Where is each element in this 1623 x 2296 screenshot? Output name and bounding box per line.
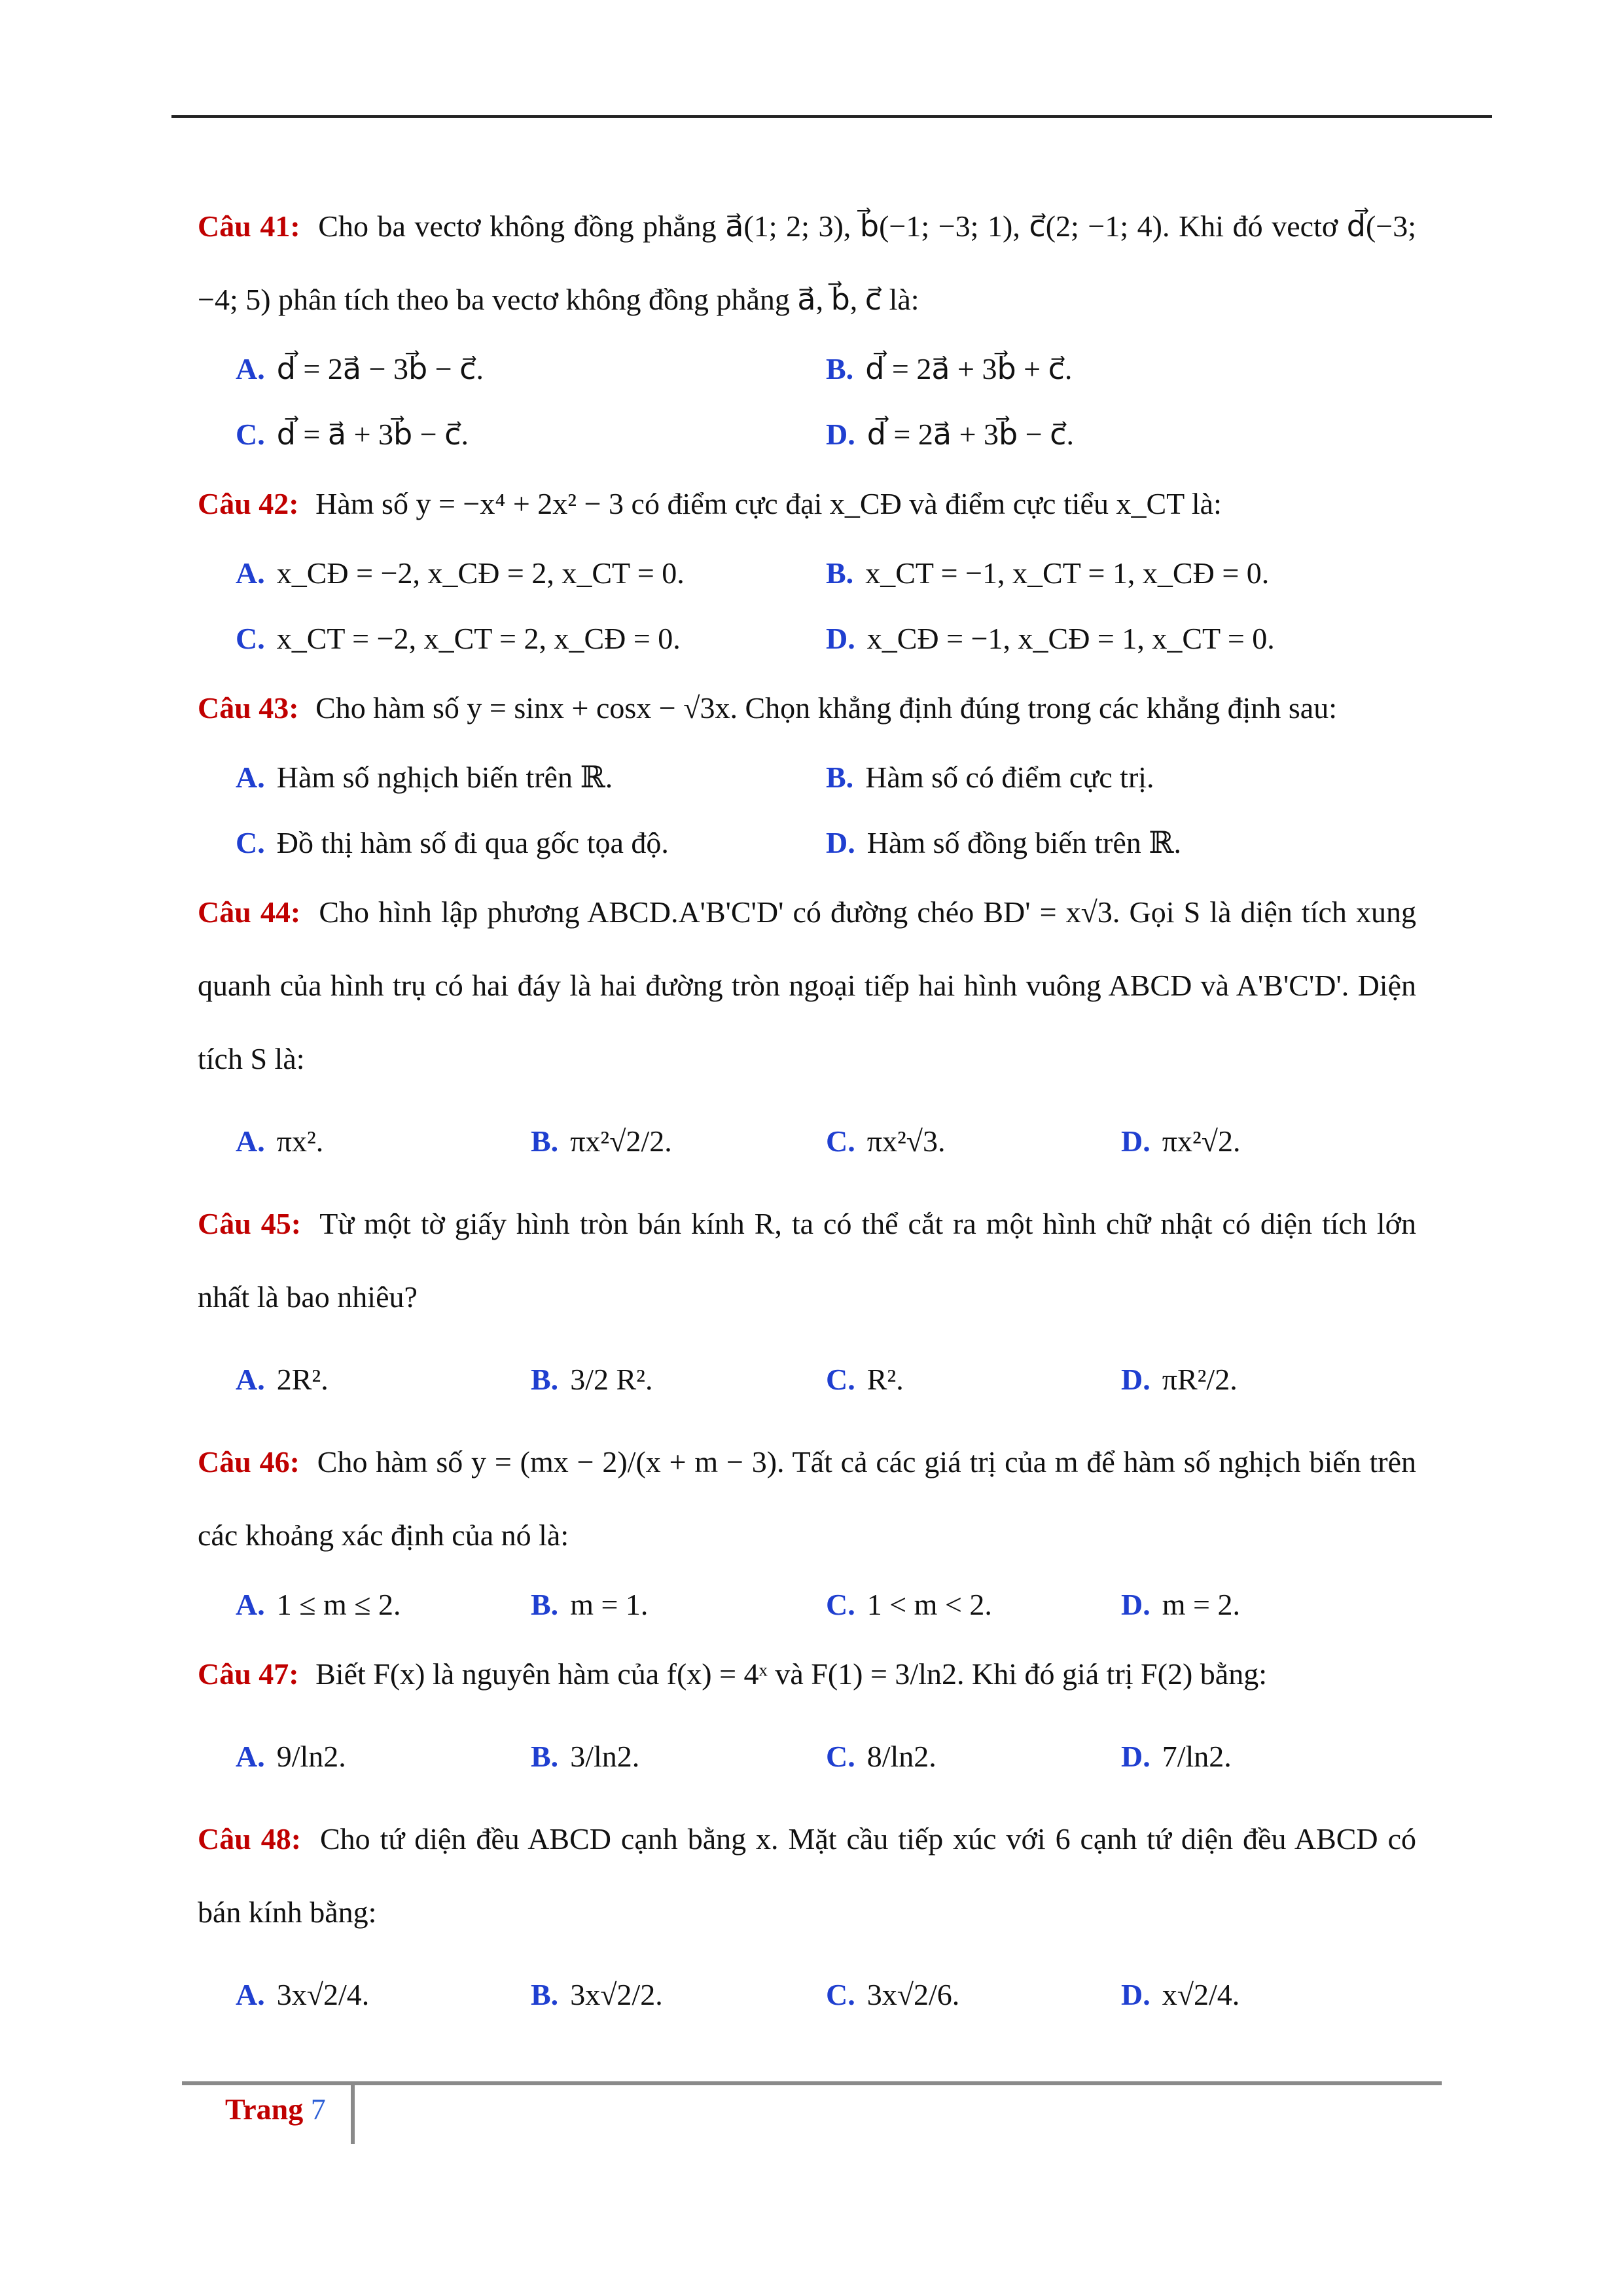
option-d[interactable]: D. Hàm số đồng biến trên ℝ.	[826, 826, 1181, 859]
option-b[interactable]: B. Hàm số có điểm cực trị.	[826, 761, 1154, 794]
option-a[interactable]: A. 1 ≤ m ≤ 2.	[236, 1588, 401, 1621]
option-a[interactable]: A. 2R².	[236, 1363, 329, 1396]
option-b[interactable]: B. 3/2 R².	[531, 1363, 653, 1396]
option-d[interactable]: D. πx²√2.	[1121, 1124, 1241, 1158]
question-number: Câu 43:	[198, 691, 299, 725]
question-text: Cho hình lập phương ABCD.A'B'C'D' có đường chéo BD' = x√3. Gọi S là diện tích xung quanh của hình trụ có hai đáy là hai đường tròn ngoại tiếp hai hình vuông ABCD và A'B'C'D'. Diện tích S là:	[198, 895, 1417, 1075]
option-c[interactable]: C. d⃗ = a⃗ + 3b⃗ − c⃗.	[236, 418, 469, 451]
question-text: Từ một tờ giấy hình tròn bán kính R, ta có thể cắt ra một hình chữ nhật có diện tích lớn nhất là bao nhiêu?	[198, 1207, 1417, 1314]
option-b[interactable]: B. d⃗ = 2a⃗ + 3b⃗ + c⃗.	[826, 352, 1073, 386]
option-b[interactable]: B. 3/ln2.	[531, 1740, 640, 1773]
question-43	[198, 672, 1416, 876]
option-a[interactable]: A. 3x√2/4.	[236, 1978, 370, 2011]
option-d[interactable]: D. πR²/2.	[1121, 1363, 1238, 1396]
question-number: Câu 41:	[198, 209, 300, 243]
option-b[interactable]: B. 3x√2/2.	[531, 1978, 663, 2011]
option-d[interactable]: D. x√2/4.	[1121, 1978, 1240, 2011]
option-c[interactable]: C. 1 < m < 2.	[826, 1588, 992, 1621]
option-c[interactable]: C. 8/ln2.	[826, 1740, 936, 1773]
option-b[interactable]: B. x_CT = −1, x_CT = 1, x_CĐ = 0.	[826, 556, 1270, 590]
option-c[interactable]: C. Đồ thị hàm số đi qua gốc tọa độ.	[236, 826, 669, 859]
question-number: Câu 46:	[198, 1445, 300, 1479]
question-text: Cho hàm số y = (mx − 2)/(x + m − 3). Tất cả các giá trị của m để hàm số nghịch biến trên các khoảng xác định của nó là:	[198, 1445, 1416, 1552]
option-d[interactable]: D. d⃗ = 2a⃗ + 3b⃗ − c⃗.	[826, 418, 1074, 451]
question-number: Câu 44:	[198, 895, 301, 929]
option-b[interactable]: B. m = 1.	[531, 1588, 649, 1621]
option-a[interactable]: A. x_CĐ = −2, x_CĐ = 2, x_CT = 0.	[236, 556, 685, 590]
option-b[interactable]: B. πx²√2/2.	[531, 1124, 672, 1158]
option-d[interactable]: D. m = 2.	[1121, 1588, 1240, 1621]
question-number: Câu 45:	[198, 1207, 302, 1240]
option-a[interactable]: A. Hàm số nghịch biến trên ℝ.	[236, 761, 613, 794]
option-a[interactable]: A. πx².	[236, 1124, 324, 1158]
page-label: Trang	[225, 2092, 304, 2126]
option-c[interactable]: C. 3x√2/6.	[826, 1978, 960, 2011]
option-c[interactable]: C. x_CT = −2, x_CT = 2, x_CĐ = 0.	[236, 622, 681, 655]
question-list	[198, 190, 1416, 2041]
question-48	[198, 1803, 1416, 2041]
option-a[interactable]: A. 9/ln2.	[236, 1740, 346, 1773]
question-46	[198, 1426, 1416, 1638]
footer-rule	[182, 2081, 1442, 2085]
question-41	[198, 190, 1416, 467]
question-45	[198, 1187, 1416, 1426]
question-text: Cho ba vectơ không đồng phẳng a⃗(1; 2; 3), b⃗(−1; −3; 1), c⃗(2; −1; 4). Khi đó vectơ d⃗(−3; −4; 5) phân tích theo ba vectơ không đồng phẳng a⃗, b⃗, c⃗ là:	[198, 209, 1417, 316]
option-d[interactable]: D. 7/ln2.	[1121, 1740, 1232, 1773]
question-text: Hàm số y = −x⁴ + 2x² − 3 có điểm cực đại x_CĐ và điểm cực tiểu x_CT là:	[315, 487, 1222, 520]
option-d[interactable]: D. x_CĐ = −1, x_CĐ = 1, x_CT = 0.	[826, 622, 1275, 655]
header-rule	[171, 115, 1492, 118]
page-number: 7	[310, 2092, 326, 2126]
option-c[interactable]: C. R².	[826, 1363, 904, 1396]
question-number: Câu 47:	[198, 1657, 299, 1691]
option-c[interactable]: C. πx²√3.	[826, 1124, 946, 1158]
question-number: Câu 48:	[198, 1822, 302, 1856]
option-a[interactable]: A. d⃗ = 2a⃗ − 3b⃗ − c⃗.	[236, 352, 484, 386]
question-text: Cho tứ diện đều ABCD cạnh bằng x. Mặt cầu tiếp xúc với 6 cạnh tứ diện đều ABCD có bán kính bằng:	[198, 1822, 1416, 1929]
question-text: Biết F(x) là nguyên hàm của f(x) = 4ˣ và F(1) = 3/ln2. Khi đó giá trị F(2) bằng:	[315, 1657, 1267, 1691]
question-text: Cho hàm số y = sinx + cosx − √3x. Chọn khẳng định đúng trong các khẳng định sau:	[315, 691, 1338, 725]
question-44	[198, 876, 1416, 1187]
question-47	[198, 1638, 1416, 1803]
page-footer	[225, 2092, 326, 2126]
question-number: Câu 42:	[198, 487, 299, 520]
question-42	[198, 467, 1416, 672]
footer-divider	[351, 2085, 355, 2144]
